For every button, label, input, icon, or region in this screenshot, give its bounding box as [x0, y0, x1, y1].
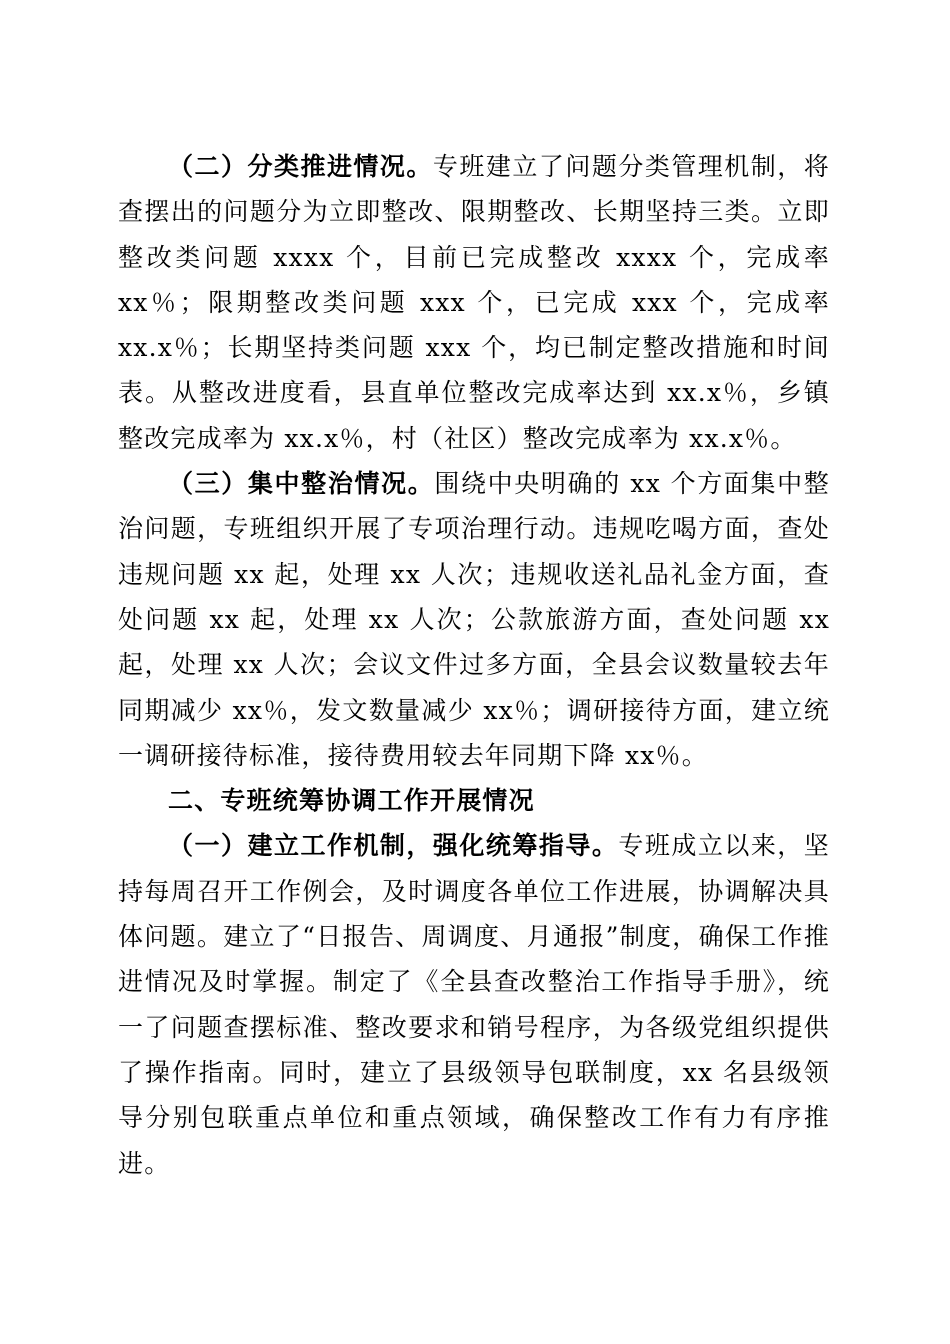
document-page	[118, 144, 830, 1186]
paragraph-centralized-rectification	[118, 461, 830, 778]
paragraph-body: 专班建立了问题分类管理机制，将查摆出的问题分为立即整改、限期整改、长期坚持三类。立即整改类问题 xxxx 个，目前已完成整改 xxxx 个，完成率 xx％；限期整改类问题 xxx 个，已完成 xxx 个，完成率 xx.x％；长期坚持类问题 xxx 个，均已制定整改措施和时间表。从整改进度看，县直单位整改完成率达到 xx.x％，乡镇整改完成率为 xx.x％，村（社区）整改完成率为 xx.x％。	[118, 152, 830, 453]
paragraph-work-mechanism	[118, 823, 830, 1185]
paragraph-body: 专班成立以来，坚持每周召开工作例会，及时调度各单位工作进展，协调解决具体问题。建立了“日报告、周调度、月通报”制度，确保工作推进情况及时掌握。制定了《全县查改整治工作指导手册》，统一了问题查摆标准、整改要求和销号程序，为各级党组织提供了操作指南。同时，建立了县级领导包联制度，xx 名县级领导分别包联重点单位和重点领域，确保整改工作有力有序推进。	[118, 831, 830, 1178]
paragraph-lead: （二）分类推进情况。	[168, 152, 433, 181]
paragraph-classified-progress	[118, 144, 830, 461]
paragraph-lead: （三）集中整治情况。	[168, 469, 435, 499]
section-heading: 二、专班统筹协调工作开展情况	[168, 786, 535, 816]
paragraph-lead: （一）建立工作机制，强化统筹指导。	[168, 831, 619, 861]
paragraph-body: 围绕中央明确的 xx 个方面集中整治问题，专班组织开展了专项治理行动。违规吃喝方面，查处违规问题 xx 起，处理 xx 人次；违规收送礼品礼金方面，查处问题 xx 起，处理 xx 人次；公款旅游方面，查处问题 xx 起，处理 xx 人次；会议文件过多方面，全县会议数量较去年同期减少 xx％，发文数量减少 xx％；调研接待方面，建立统一调研接待标准，接待费用较去年同期下降 xx％。	[118, 469, 830, 770]
